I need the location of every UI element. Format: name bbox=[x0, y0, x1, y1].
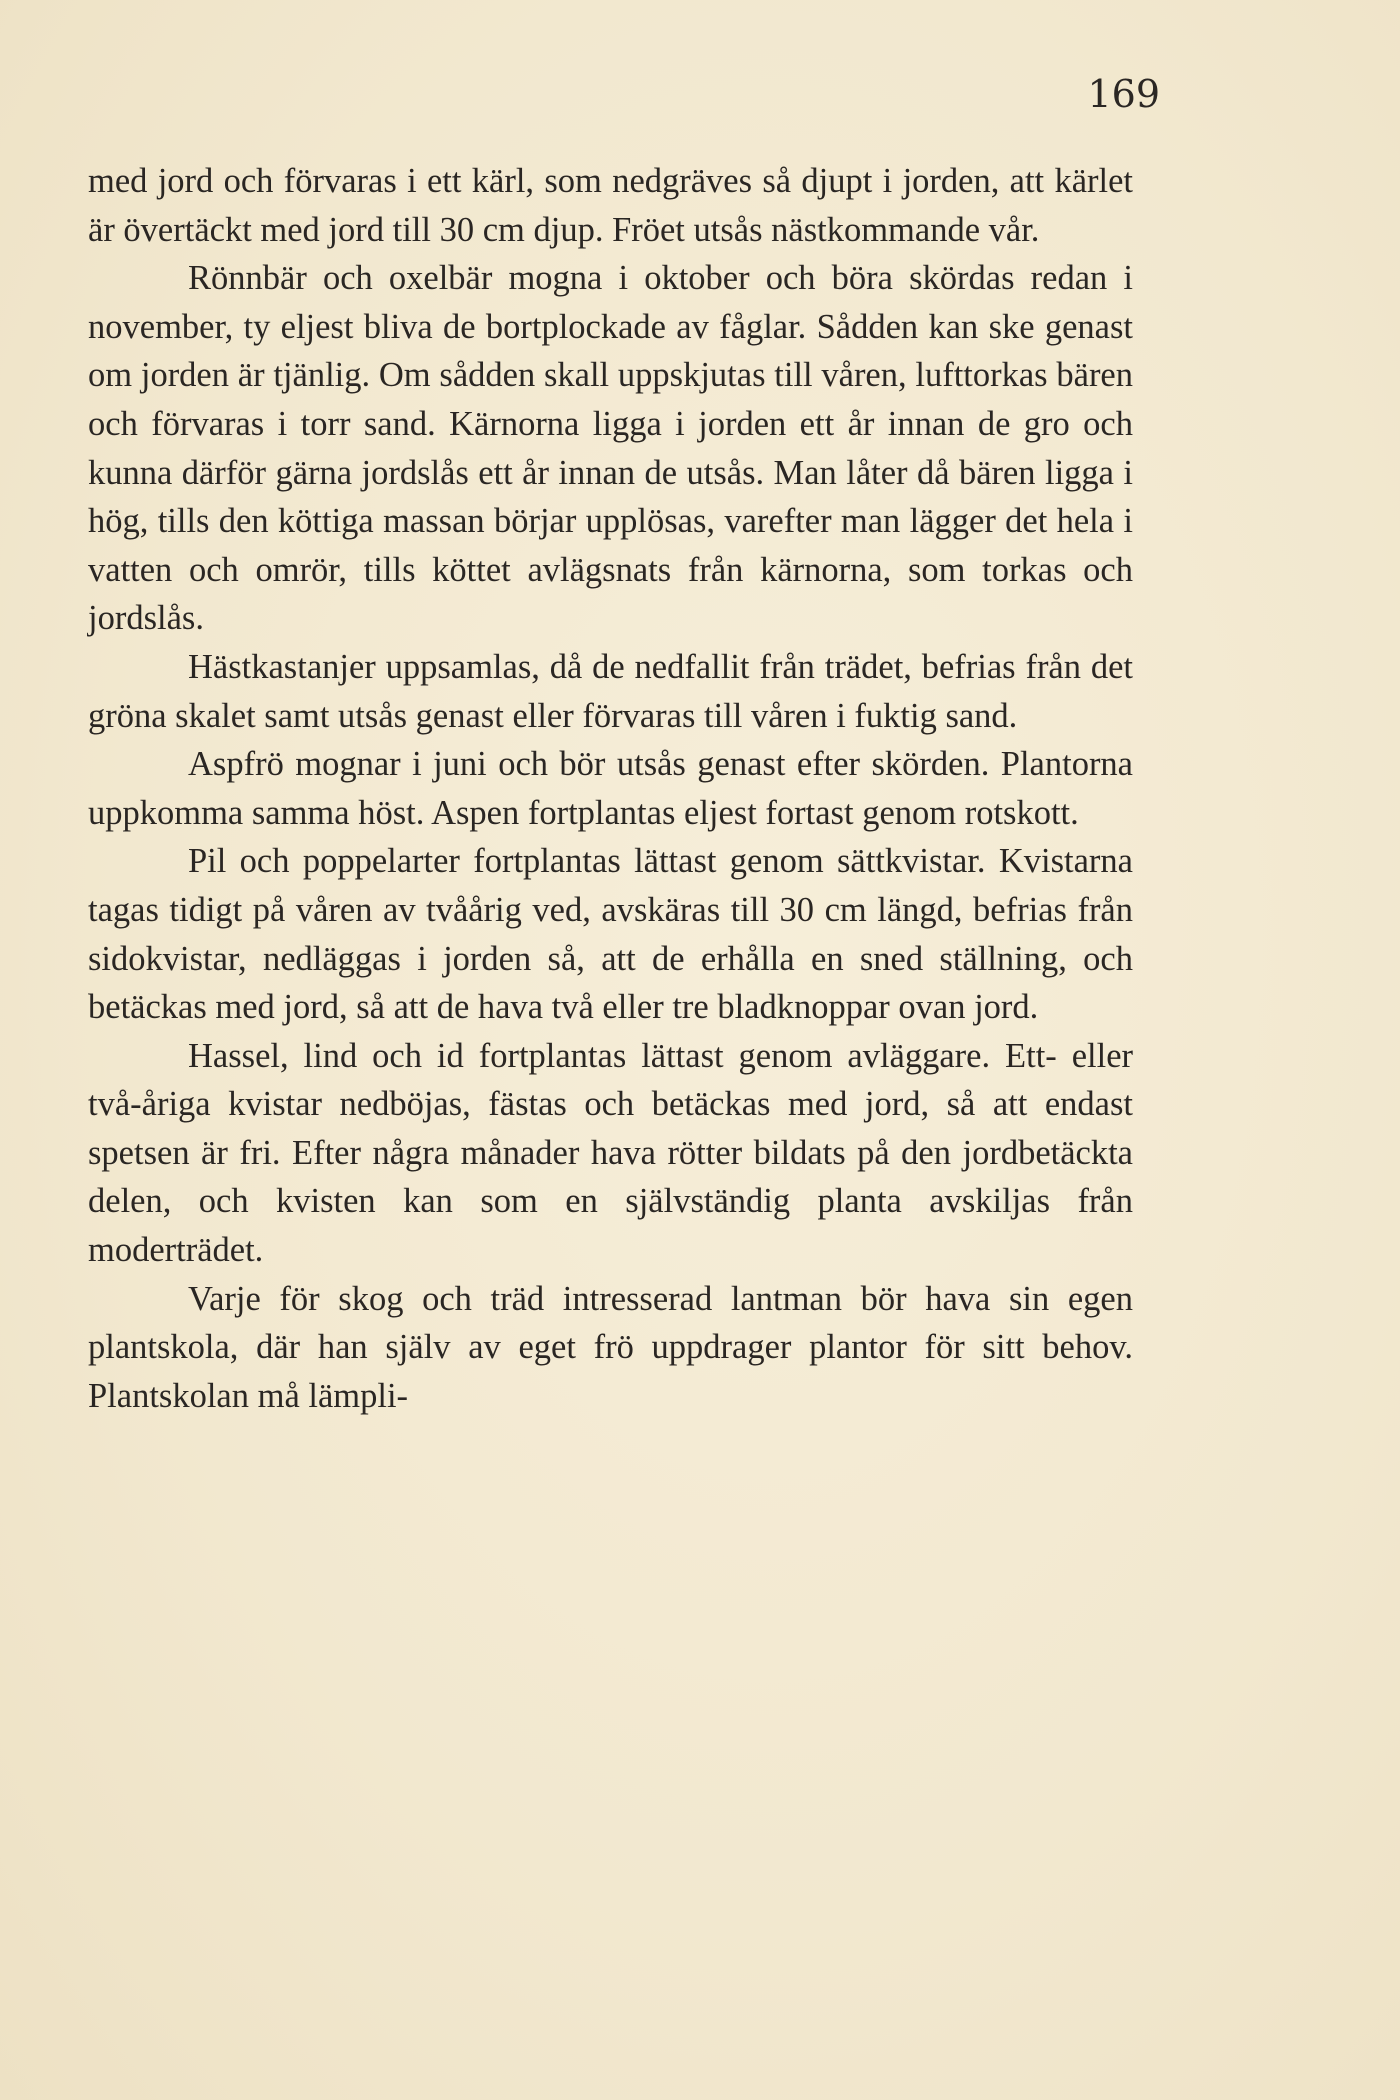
paragraph-continued-sowing: med jord och förvaras i ett kärl, som nedgräves så djupt i jorden, att kärlet är övertäckt med jord till 30 cm djup. Fröet utsås nästkommande vår. bbox=[88, 162, 1133, 249]
paragraph-hastkastanjer: Hästkastanjer uppsamlas, då de nedfallit från trädet, befrias från det gröna skalet samt utsås genast eller förvaras till våren i fuktig sand. bbox=[88, 647, 1133, 735]
paragraph-plantskola: Varje för skog och träd intresserad lantman bör hava sin egen plantskola, där han själv av eget frö uppdrager plantor för sitt behov. Plantskolan må lämpli- bbox=[88, 1279, 1133, 1415]
paragraph-aspfro: Aspfrö mognar i juni och bör utsås genast efter skörden. Plantorna uppkomma samma höst. Aspen fortplantas eljest fortast genom rotskott. bbox=[88, 745, 1133, 832]
paragraph-hassel-lind: Hassel, lind och id fortplantas lättast genom avläggare. Ett- eller två-åriga kvistar nedböjas, fästas och betäckas med jord, så att endast spetsen är fri. Efter några månader hava rötter bildats på den jordbetäckta delen, och kvisten kan som en självständig planta avskiljas från moderträdet. bbox=[88, 1036, 1133, 1270]
body-text bbox=[88, 157, 1133, 1420]
paragraph-pil-poppel: Pil och poppelarter fortplantas lättast genom sättkvistar. Kvistarna tagas tidigt på våren av tvåårig ved, avskäras till 30 cm längd, befrias från sidokvistar, nedläggas i jorden så, att de erhålla en sned ställning, och betäckas med jord, så att de hava två eller tre bladknoppar ovan jord. bbox=[88, 842, 1133, 1027]
page-number: 169 bbox=[1087, 72, 1160, 116]
paragraph-ronnbar-oxelbar: Rönnbär och oxelbär mogna i oktober och böra skördas redan i november, ty eljest bliva de bortplockade av fåglar. Sådden kan ske genast om jorden är tjänlig. Om sådden skall uppskjutas till våren, lufttorkas bären och förvaras i torr sand. Kärnorna ligga i jorden ett år innan de gro och kunna därför gärna jordslås ett år innan de utsås. Man låter då bären ligga i hög, tills den köttiga massan börjar upplösas, varefter man lägger det hela i vatten och omrör, tills köttet avlägsnats från kärnorna, som torkas och jordslås. bbox=[88, 259, 1133, 638]
